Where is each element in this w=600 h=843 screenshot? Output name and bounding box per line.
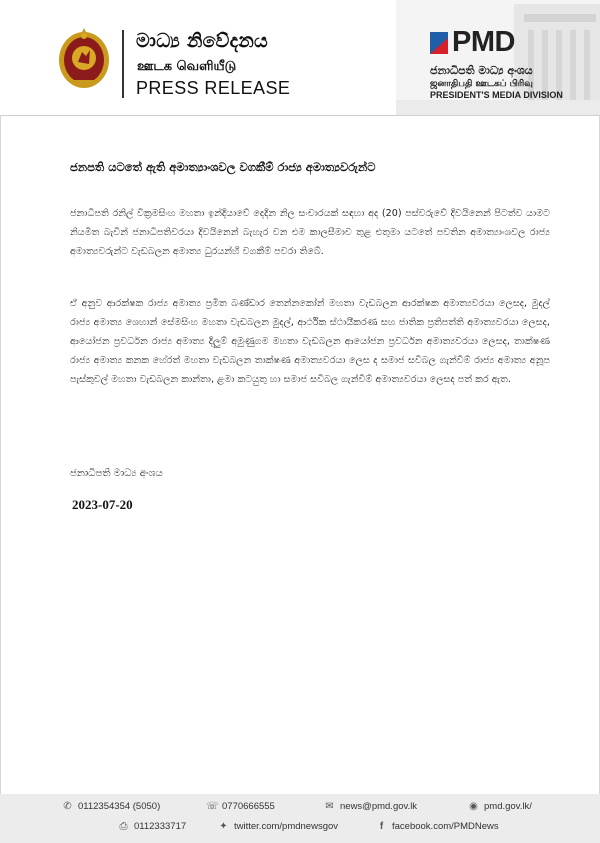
website-link[interactable]: pmd.gov.lk/	[484, 801, 532, 812]
facebook-link[interactable]: facebook.com/PMDNews	[392, 821, 499, 832]
mobile-icon: ☏	[206, 801, 219, 812]
pmd-logo-mark-icon	[430, 32, 448, 54]
paragraph: ඒ අනුව ආරක්ෂක රාජ්‍ය අමාත්‍ය ප්‍රමිත බණ්ඩාර තෙන්නකෝන් මහතා වැඩබලන ආරක්ෂක අමාත්‍යවරයා ලෙසද, මුදල් රාජ්‍ය අමාත්‍ය ශෙහාන් සේමසිංහ මහතා වැඩබලන මුදල්, ආර්ථික ස්ථායීකරණ සහ ජාතික ප්‍රතිපත්ති අමාත්‍යවරයා ලෙසද, ආයෝජන ප්‍රවර්ධන රාජ්‍ය අමාත්‍ය දිලුම් අමුණුගම මහතා වැඩබලන ආයෝජන ප්‍රවර්ධන අමාත්‍යවරයා ලෙසද, තාක්ෂණ රාජ්‍ය අමාත්‍ය කනක හේරත් මහතා වැඩබලන තාක්ෂණ අමාත්‍යවරයා ලෙස ද සමාජ සවිබල ගැන්වීම් රාජ්‍ය අමාත්‍ය අනූප පැස්කුවල් මහතා වැඩබලන කාන්තා, ළමා කටයුතු හා සමාජ සවිබල ගැන්වීම් අමාත්‍යවරයා ලෙසද පත් කර ඇත.	[70, 298, 550, 385]
fax-icon: ⎙	[119, 821, 128, 832]
press-release-title-english: PRESS RELEASE	[136, 78, 291, 98]
press-release-title-tamil: ஊடக வெளியீடு	[137, 59, 237, 74]
twitter-icon: ✦	[219, 821, 228, 832]
web-icon: ◉	[469, 801, 478, 812]
contact-footer	[0, 794, 600, 843]
footer-email[interactable]	[324, 801, 417, 812]
press-release-title-sinhala: මාධ්‍ය නිවේදනය	[136, 30, 269, 52]
pmd-name-sinhala: ජනාධිපති මාධ්‍ය අංශය	[430, 64, 533, 77]
twitter-link[interactable]: twitter.com/pmdnewsgov	[234, 821, 339, 832]
fax-number: 0112333717	[134, 821, 187, 832]
paragraph: ජනාධිපති රනිල් වික්‍රමසිංහ මහතා ඉන්දියාවේ දෙදින නිල සංචාරයක් සඳහා අද (20) පස්වරුවේ දිවයිනෙන් පිටත්ව යාමට නියමිත බැවින් ජනාධිපතිවරයා දිවයිනෙන් බැහැර වන එම කාලසීමාව තුළ එතුමා යටතේ පවතින අමාත්‍යාංශවල රාජ්‍ය අමාත්‍යවරුන්ට වැඩබලන අමාත්‍ය ධුරයන්හි වගකීම් පවරා තිබේ.	[70, 208, 550, 257]
footer-website[interactable]	[468, 801, 532, 812]
pmd-name-english: PRESIDENT'S MEDIA DIVISION	[430, 90, 563, 100]
footer-mobile	[206, 801, 275, 812]
document-date: 2023-07-20	[72, 497, 133, 512]
email-icon: ✉	[325, 801, 334, 812]
mobile-number: 0770666555	[222, 801, 275, 812]
footer-fax	[118, 821, 186, 832]
document-title: ජනපති යටතේ ඇති අමාත්‍යාංශවල වගකීම් රාජ්‍ය අමාත්‍යවරුන්ට	[70, 160, 376, 174]
phone-icon: ✆	[63, 801, 72, 812]
national-emblem-icon	[56, 26, 112, 90]
letterhead	[0, 0, 600, 116]
phone-number: 0112354354 (5050)	[78, 801, 161, 812]
email-address[interactable]: news@pmd.gov.lk	[340, 801, 418, 812]
pmd-logo-text: PMD	[452, 26, 515, 58]
footer-phone	[62, 801, 160, 812]
footer-facebook[interactable]	[376, 821, 499, 832]
pmd-name-tamil: ஜனாதிபதி ஊடகப் பிரிவு	[430, 79, 533, 89]
footer-twitter[interactable]	[218, 821, 338, 832]
facebook-icon: f	[379, 821, 384, 832]
header-divider	[122, 30, 124, 98]
signoff: ජනාධිපති මාධ්‍ය අංශය	[70, 468, 163, 479]
